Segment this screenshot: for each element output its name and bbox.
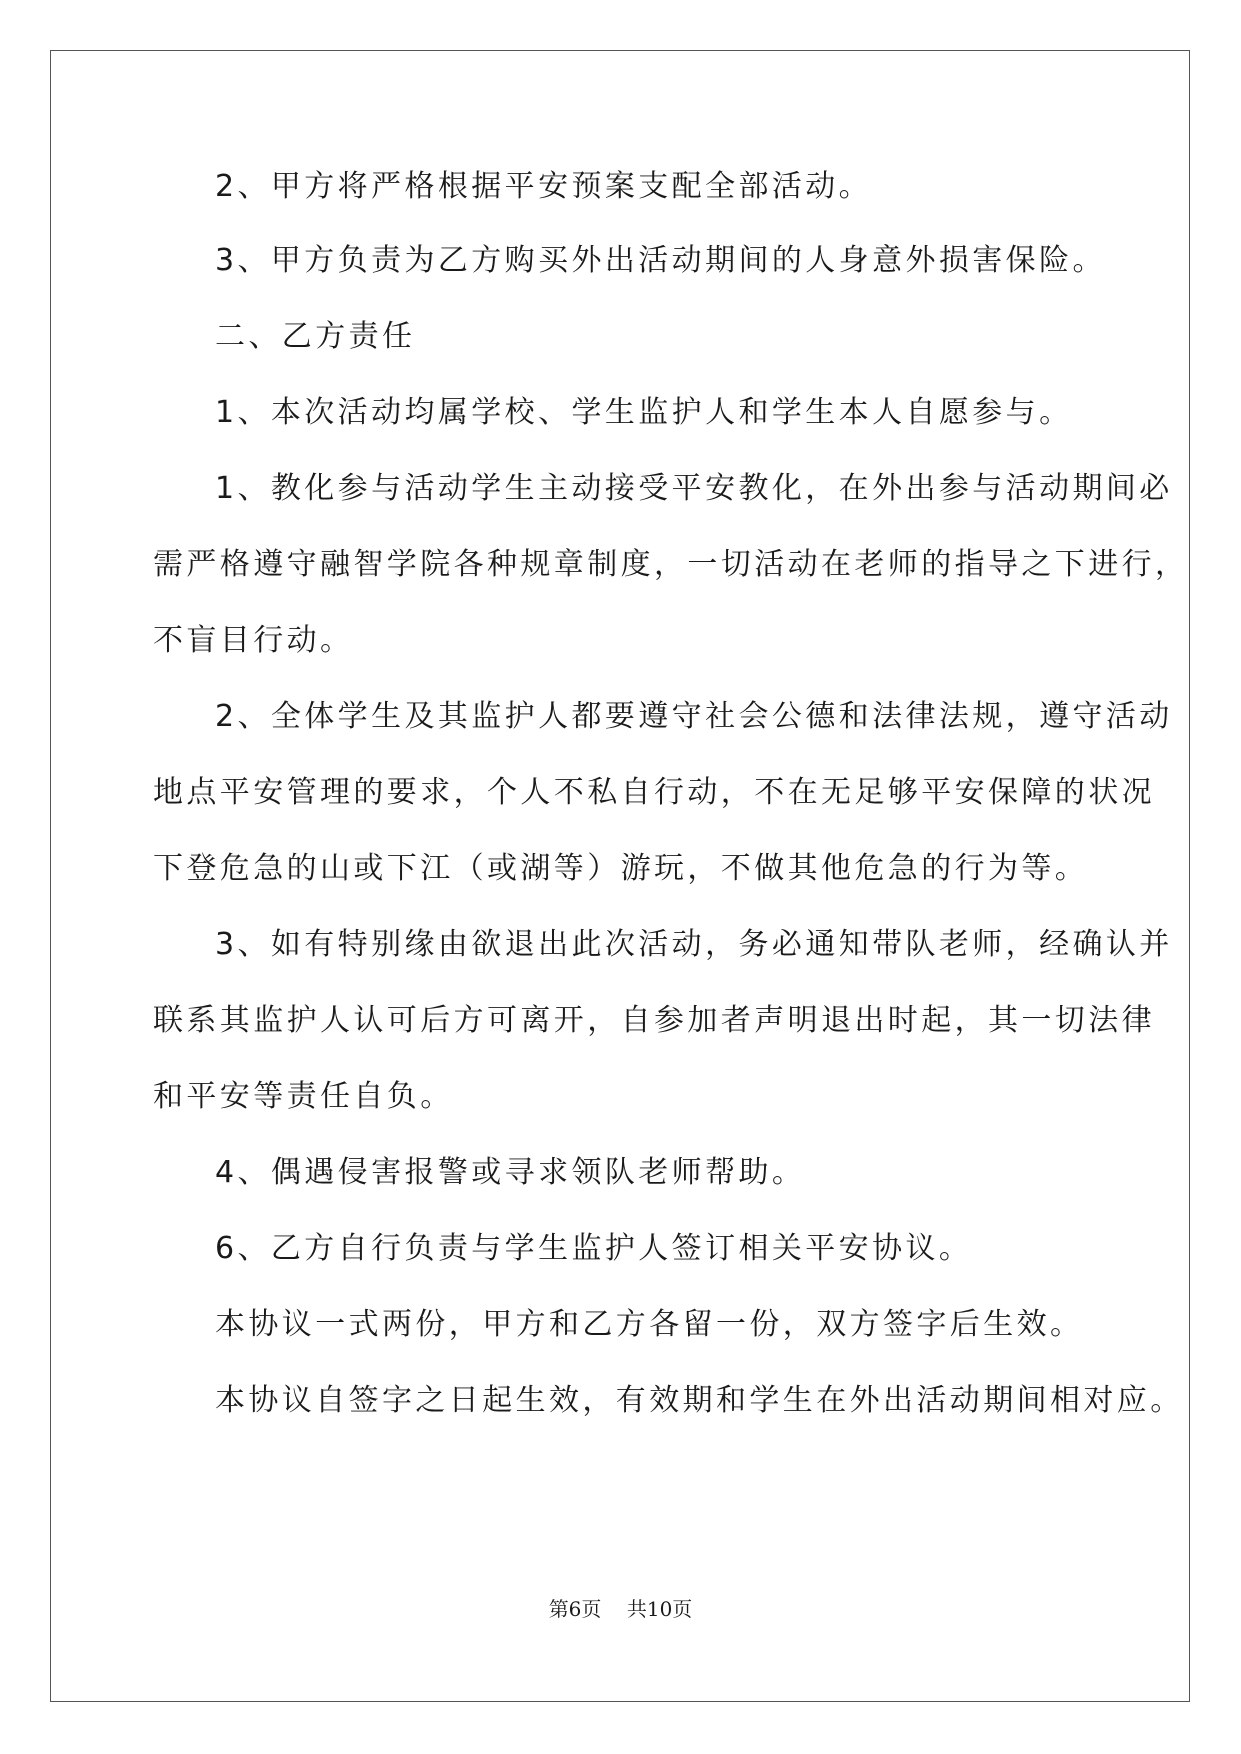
paragraph-withdrawal-line-3: 和平安等责任自负。 (153, 1079, 454, 1114)
paragraph-withdrawal-line-2: 联系其监护人认可后方可离开，自参加者声明退出时起，其一切法律 (153, 1003, 1155, 1038)
paragraph-party-a-item-3: 3、甲方负责为乙方购买外出活动期间的人身意外损害保险。 (215, 243, 1106, 278)
section-heading-party-b: 二、乙方责任 (215, 319, 416, 354)
paragraph-rules-line-1: 2、全体学生及其监护人都要遵守社会公德和法律法规，遵守活动 (215, 699, 1173, 734)
paragraph-party-b-item-6: 6、乙方自行负责与学生监护人签订相关平安协议。 (215, 1231, 973, 1266)
paragraph-party-b-item-4: 4、偶遇侵害报警或寻求领队老师帮助。 (215, 1155, 806, 1190)
paragraph-copies: 本协议一式两份，甲方和乙方各留一份，双方签字后生效。 (215, 1307, 1084, 1342)
page-number-footer: 第6页 共10页 (548, 1597, 693, 1621)
paragraph-education-line-1: 1、教化参与活动学生主动接受平安教化，在外出参与活动期间必 (215, 471, 1173, 506)
paragraph-rules-line-3: 下登危急的山或下江（或湖等）游玩，不做其他危急的行为等。 (153, 851, 1089, 886)
paragraph-party-a-item-2: 2、甲方将严格根据平安预案支配全部活动。 (215, 169, 873, 204)
paragraph-education-line-2: 需严格遵守融智学院各种规章制度，一切活动在老师的指导之下进行， (153, 547, 1189, 582)
paragraph-rules-line-2: 地点平安管理的要求，个人不私自行动，不在无足够平安保障的状况 (153, 775, 1155, 810)
paragraph-party-b-item-1: 1、本次活动均属学校、学生监护人和学生本人自愿参与。 (215, 395, 1073, 430)
paragraph-education-line-3: 不盲目行动。 (153, 623, 354, 658)
paragraph-withdrawal-line-1: 3、如有特别缘由欲退出此次活动，务必通知带队老师，经确认并 (215, 927, 1173, 962)
paragraph-effective-date: 本协议自签字之日起生效，有效期和学生在外出活动期间相对应。 (215, 1383, 1184, 1418)
